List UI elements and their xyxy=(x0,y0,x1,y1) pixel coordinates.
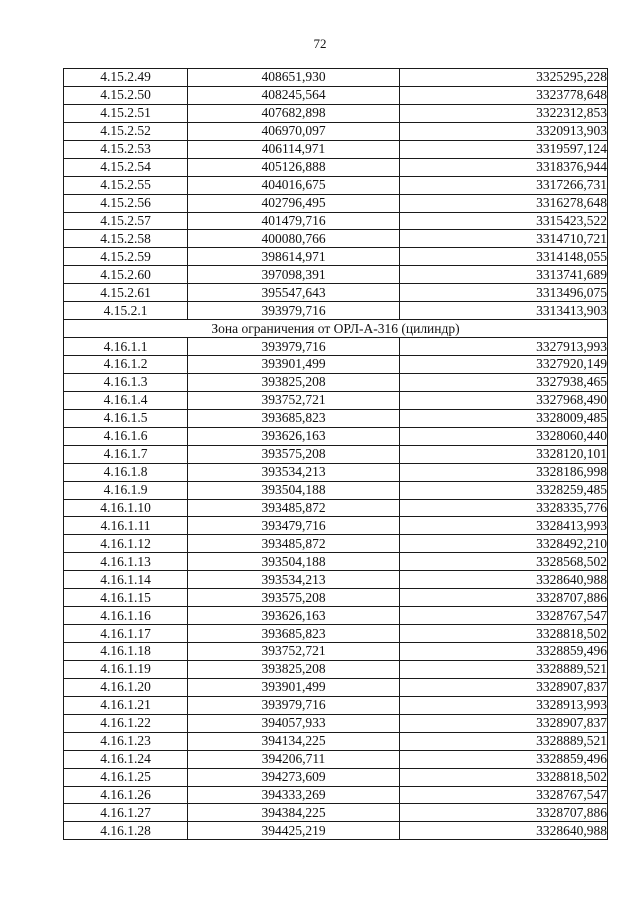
table-row xyxy=(64,373,608,391)
y-coordinate-cell: 3323778,648 xyxy=(400,86,608,104)
point-id-cell: 4.15.2.59 xyxy=(64,248,188,266)
table-row xyxy=(64,589,608,607)
point-id-cell: 4.16.1.16 xyxy=(64,607,188,625)
x-coordinate-cell: 393534,213 xyxy=(188,571,400,589)
y-coordinate-cell: 3328707,886 xyxy=(400,589,608,607)
table-row xyxy=(64,768,608,786)
point-id-cell: 4.16.1.28 xyxy=(64,822,188,840)
x-coordinate-cell: 394206,711 xyxy=(188,750,400,768)
y-coordinate-cell: 3320913,903 xyxy=(400,122,608,140)
x-coordinate-cell: 393575,208 xyxy=(188,445,400,463)
point-id-cell: 4.16.1.4 xyxy=(64,391,188,409)
y-coordinate-cell: 3318376,944 xyxy=(400,158,608,176)
x-coordinate-cell: 408245,564 xyxy=(188,86,400,104)
y-coordinate-cell: 3327968,490 xyxy=(400,391,608,409)
x-coordinate-cell: 393979,716 xyxy=(188,338,400,356)
y-coordinate-cell: 3328767,547 xyxy=(400,607,608,625)
point-id-cell: 4.16.1.13 xyxy=(64,553,188,571)
y-coordinate-cell: 3315423,522 xyxy=(400,212,608,230)
table-row xyxy=(64,158,608,176)
y-coordinate-cell: 3328707,886 xyxy=(400,804,608,822)
x-coordinate-cell: 404016,675 xyxy=(188,176,400,194)
table-row xyxy=(64,660,608,678)
y-coordinate-cell: 3328818,502 xyxy=(400,768,608,786)
table-row xyxy=(64,643,608,661)
table-row xyxy=(64,266,608,284)
y-coordinate-cell: 3328060,440 xyxy=(400,427,608,445)
table-row xyxy=(64,86,608,104)
table-row xyxy=(64,176,608,194)
y-coordinate-cell: 3314710,721 xyxy=(400,230,608,248)
table-row xyxy=(64,104,608,122)
x-coordinate-cell: 393504,188 xyxy=(188,553,400,571)
point-id-cell: 4.16.1.7 xyxy=(64,445,188,463)
x-coordinate-cell: 394134,225 xyxy=(188,732,400,750)
point-id-cell: 4.16.1.22 xyxy=(64,714,188,732)
table-row xyxy=(64,356,608,374)
point-id-cell: 4.16.1.26 xyxy=(64,786,188,804)
y-coordinate-cell: 3313413,903 xyxy=(400,302,608,320)
table-row xyxy=(64,607,608,625)
x-coordinate-cell: 393979,716 xyxy=(188,302,400,320)
table-row xyxy=(64,212,608,230)
y-coordinate-cell: 3314148,055 xyxy=(400,248,608,266)
x-coordinate-cell: 393752,721 xyxy=(188,391,400,409)
table-row xyxy=(64,140,608,158)
y-coordinate-cell: 3328859,496 xyxy=(400,750,608,768)
table-row xyxy=(64,822,608,840)
point-id-cell: 4.16.1.11 xyxy=(64,517,188,535)
y-coordinate-cell: 3322312,853 xyxy=(400,104,608,122)
x-coordinate-cell: 393752,721 xyxy=(188,643,400,661)
point-id-cell: 4.15.2.61 xyxy=(64,284,188,302)
y-coordinate-cell: 3328335,776 xyxy=(400,499,608,517)
point-id-cell: 4.15.2.52 xyxy=(64,122,188,140)
x-coordinate-cell: 402796,495 xyxy=(188,194,400,212)
x-coordinate-cell: 394333,269 xyxy=(188,786,400,804)
x-coordinate-cell: 406970,097 xyxy=(188,122,400,140)
table-row xyxy=(64,338,608,356)
point-id-cell: 4.16.1.5 xyxy=(64,409,188,427)
x-coordinate-cell: 401479,716 xyxy=(188,212,400,230)
table-row xyxy=(64,463,608,481)
y-coordinate-cell: 3317266,731 xyxy=(400,176,608,194)
point-id-cell: 4.15.2.56 xyxy=(64,194,188,212)
y-coordinate-cell: 3328568,502 xyxy=(400,553,608,571)
point-id-cell: 4.15.2.50 xyxy=(64,86,188,104)
point-id-cell: 4.16.1.1 xyxy=(64,338,188,356)
point-id-cell: 4.15.2.53 xyxy=(64,140,188,158)
point-id-cell: 4.15.2.55 xyxy=(64,176,188,194)
point-id-cell: 4.15.2.57 xyxy=(64,212,188,230)
point-id-cell: 4.16.1.24 xyxy=(64,750,188,768)
coordinates-table xyxy=(63,68,608,840)
x-coordinate-cell: 393979,716 xyxy=(188,696,400,714)
table-row xyxy=(64,571,608,589)
point-id-cell: 4.15.2.49 xyxy=(64,69,188,87)
point-id-cell: 4.16.1.12 xyxy=(64,535,188,553)
y-coordinate-cell: 3328859,496 xyxy=(400,643,608,661)
x-coordinate-cell: 393626,163 xyxy=(188,607,400,625)
point-id-cell: 4.15.2.58 xyxy=(64,230,188,248)
x-coordinate-cell: 393901,499 xyxy=(188,678,400,696)
point-id-cell: 4.16.1.19 xyxy=(64,660,188,678)
y-coordinate-cell: 3328120,101 xyxy=(400,445,608,463)
table-row xyxy=(64,499,608,517)
table-row xyxy=(64,732,608,750)
x-coordinate-cell: 393685,823 xyxy=(188,409,400,427)
zone-header-row xyxy=(64,320,608,338)
x-coordinate-cell: 394057,933 xyxy=(188,714,400,732)
point-id-cell: 4.15.2.51 xyxy=(64,104,188,122)
table-row xyxy=(64,535,608,553)
y-coordinate-cell: 3325295,228 xyxy=(400,69,608,87)
x-coordinate-cell: 393485,872 xyxy=(188,535,400,553)
x-coordinate-cell: 394425,219 xyxy=(188,822,400,840)
table-row xyxy=(64,248,608,266)
table-row xyxy=(64,750,608,768)
table-row xyxy=(64,122,608,140)
x-coordinate-cell: 393901,499 xyxy=(188,356,400,374)
y-coordinate-cell: 3328818,502 xyxy=(400,625,608,643)
coordinates-table-body xyxy=(64,69,608,840)
x-coordinate-cell: 393479,716 xyxy=(188,517,400,535)
table-row xyxy=(64,625,608,643)
table-row xyxy=(64,804,608,822)
point-id-cell: 4.16.1.14 xyxy=(64,571,188,589)
zone-title: Зона ограничения от ОРЛ-А-316 (цилиндр) xyxy=(64,320,608,338)
x-coordinate-cell: 407682,898 xyxy=(188,104,400,122)
y-coordinate-cell: 3313741,689 xyxy=(400,266,608,284)
table-row xyxy=(64,69,608,87)
table-row xyxy=(64,517,608,535)
point-id-cell: 4.16.1.17 xyxy=(64,625,188,643)
x-coordinate-cell: 400080,766 xyxy=(188,230,400,248)
point-id-cell: 4.16.1.2 xyxy=(64,356,188,374)
x-coordinate-cell: 393825,208 xyxy=(188,373,400,391)
x-coordinate-cell: 408651,930 xyxy=(188,69,400,87)
y-coordinate-cell: 3328492,210 xyxy=(400,535,608,553)
point-id-cell: 4.16.1.6 xyxy=(64,427,188,445)
x-coordinate-cell: 395547,643 xyxy=(188,284,400,302)
x-coordinate-cell: 393504,188 xyxy=(188,481,400,499)
point-id-cell: 4.16.1.8 xyxy=(64,463,188,481)
y-coordinate-cell: 3328889,521 xyxy=(400,732,608,750)
point-id-cell: 4.16.1.23 xyxy=(64,732,188,750)
x-coordinate-cell: 398614,971 xyxy=(188,248,400,266)
y-coordinate-cell: 3328889,521 xyxy=(400,660,608,678)
x-coordinate-cell: 397098,391 xyxy=(188,266,400,284)
table-row xyxy=(64,481,608,499)
table-row xyxy=(64,284,608,302)
x-coordinate-cell: 393575,208 xyxy=(188,589,400,607)
point-id-cell: 4.15.2.54 xyxy=(64,158,188,176)
point-id-cell: 4.16.1.9 xyxy=(64,481,188,499)
table-row xyxy=(64,714,608,732)
point-id-cell: 4.15.2.1 xyxy=(64,302,188,320)
point-id-cell: 4.16.1.20 xyxy=(64,678,188,696)
y-coordinate-cell: 3328640,988 xyxy=(400,822,608,840)
table-row xyxy=(64,194,608,212)
point-id-cell: 4.16.1.15 xyxy=(64,589,188,607)
x-coordinate-cell: 406114,971 xyxy=(188,140,400,158)
y-coordinate-cell: 3313496,075 xyxy=(400,284,608,302)
point-id-cell: 4.16.1.10 xyxy=(64,499,188,517)
point-id-cell: 4.16.1.27 xyxy=(64,804,188,822)
x-coordinate-cell: 393685,823 xyxy=(188,625,400,643)
x-coordinate-cell: 393534,213 xyxy=(188,463,400,481)
y-coordinate-cell: 3328767,547 xyxy=(400,786,608,804)
y-coordinate-cell: 3328907,837 xyxy=(400,714,608,732)
table-row xyxy=(64,302,608,320)
y-coordinate-cell: 3327920,149 xyxy=(400,356,608,374)
x-coordinate-cell: 393485,872 xyxy=(188,499,400,517)
table-row xyxy=(64,409,608,427)
y-coordinate-cell: 3327913,993 xyxy=(400,338,608,356)
y-coordinate-cell: 3328186,998 xyxy=(400,463,608,481)
y-coordinate-cell: 3328009,485 xyxy=(400,409,608,427)
x-coordinate-cell: 393626,163 xyxy=(188,427,400,445)
y-coordinate-cell: 3328907,837 xyxy=(400,678,608,696)
y-coordinate-cell: 3328413,993 xyxy=(400,517,608,535)
table-row xyxy=(64,427,608,445)
point-id-cell: 4.16.1.18 xyxy=(64,643,188,661)
table-row xyxy=(64,696,608,714)
y-coordinate-cell: 3319597,124 xyxy=(400,140,608,158)
table-row xyxy=(64,786,608,804)
table-row xyxy=(64,553,608,571)
point-id-cell: 4.16.1.25 xyxy=(64,768,188,786)
x-coordinate-cell: 405126,888 xyxy=(188,158,400,176)
table-row xyxy=(64,230,608,248)
table-row xyxy=(64,391,608,409)
x-coordinate-cell: 394273,609 xyxy=(188,768,400,786)
table-row xyxy=(64,678,608,696)
x-coordinate-cell: 393825,208 xyxy=(188,660,400,678)
point-id-cell: 4.15.2.60 xyxy=(64,266,188,284)
point-id-cell: 4.16.1.21 xyxy=(64,696,188,714)
y-coordinate-cell: 3327938,465 xyxy=(400,373,608,391)
table-row xyxy=(64,445,608,463)
page-number: 72 xyxy=(313,36,327,51)
x-coordinate-cell: 394384,225 xyxy=(188,804,400,822)
y-coordinate-cell: 3328913,993 xyxy=(400,696,608,714)
y-coordinate-cell: 3316278,648 xyxy=(400,194,608,212)
point-id-cell: 4.16.1.3 xyxy=(64,373,188,391)
y-coordinate-cell: 3328640,988 xyxy=(400,571,608,589)
y-coordinate-cell: 3328259,485 xyxy=(400,481,608,499)
